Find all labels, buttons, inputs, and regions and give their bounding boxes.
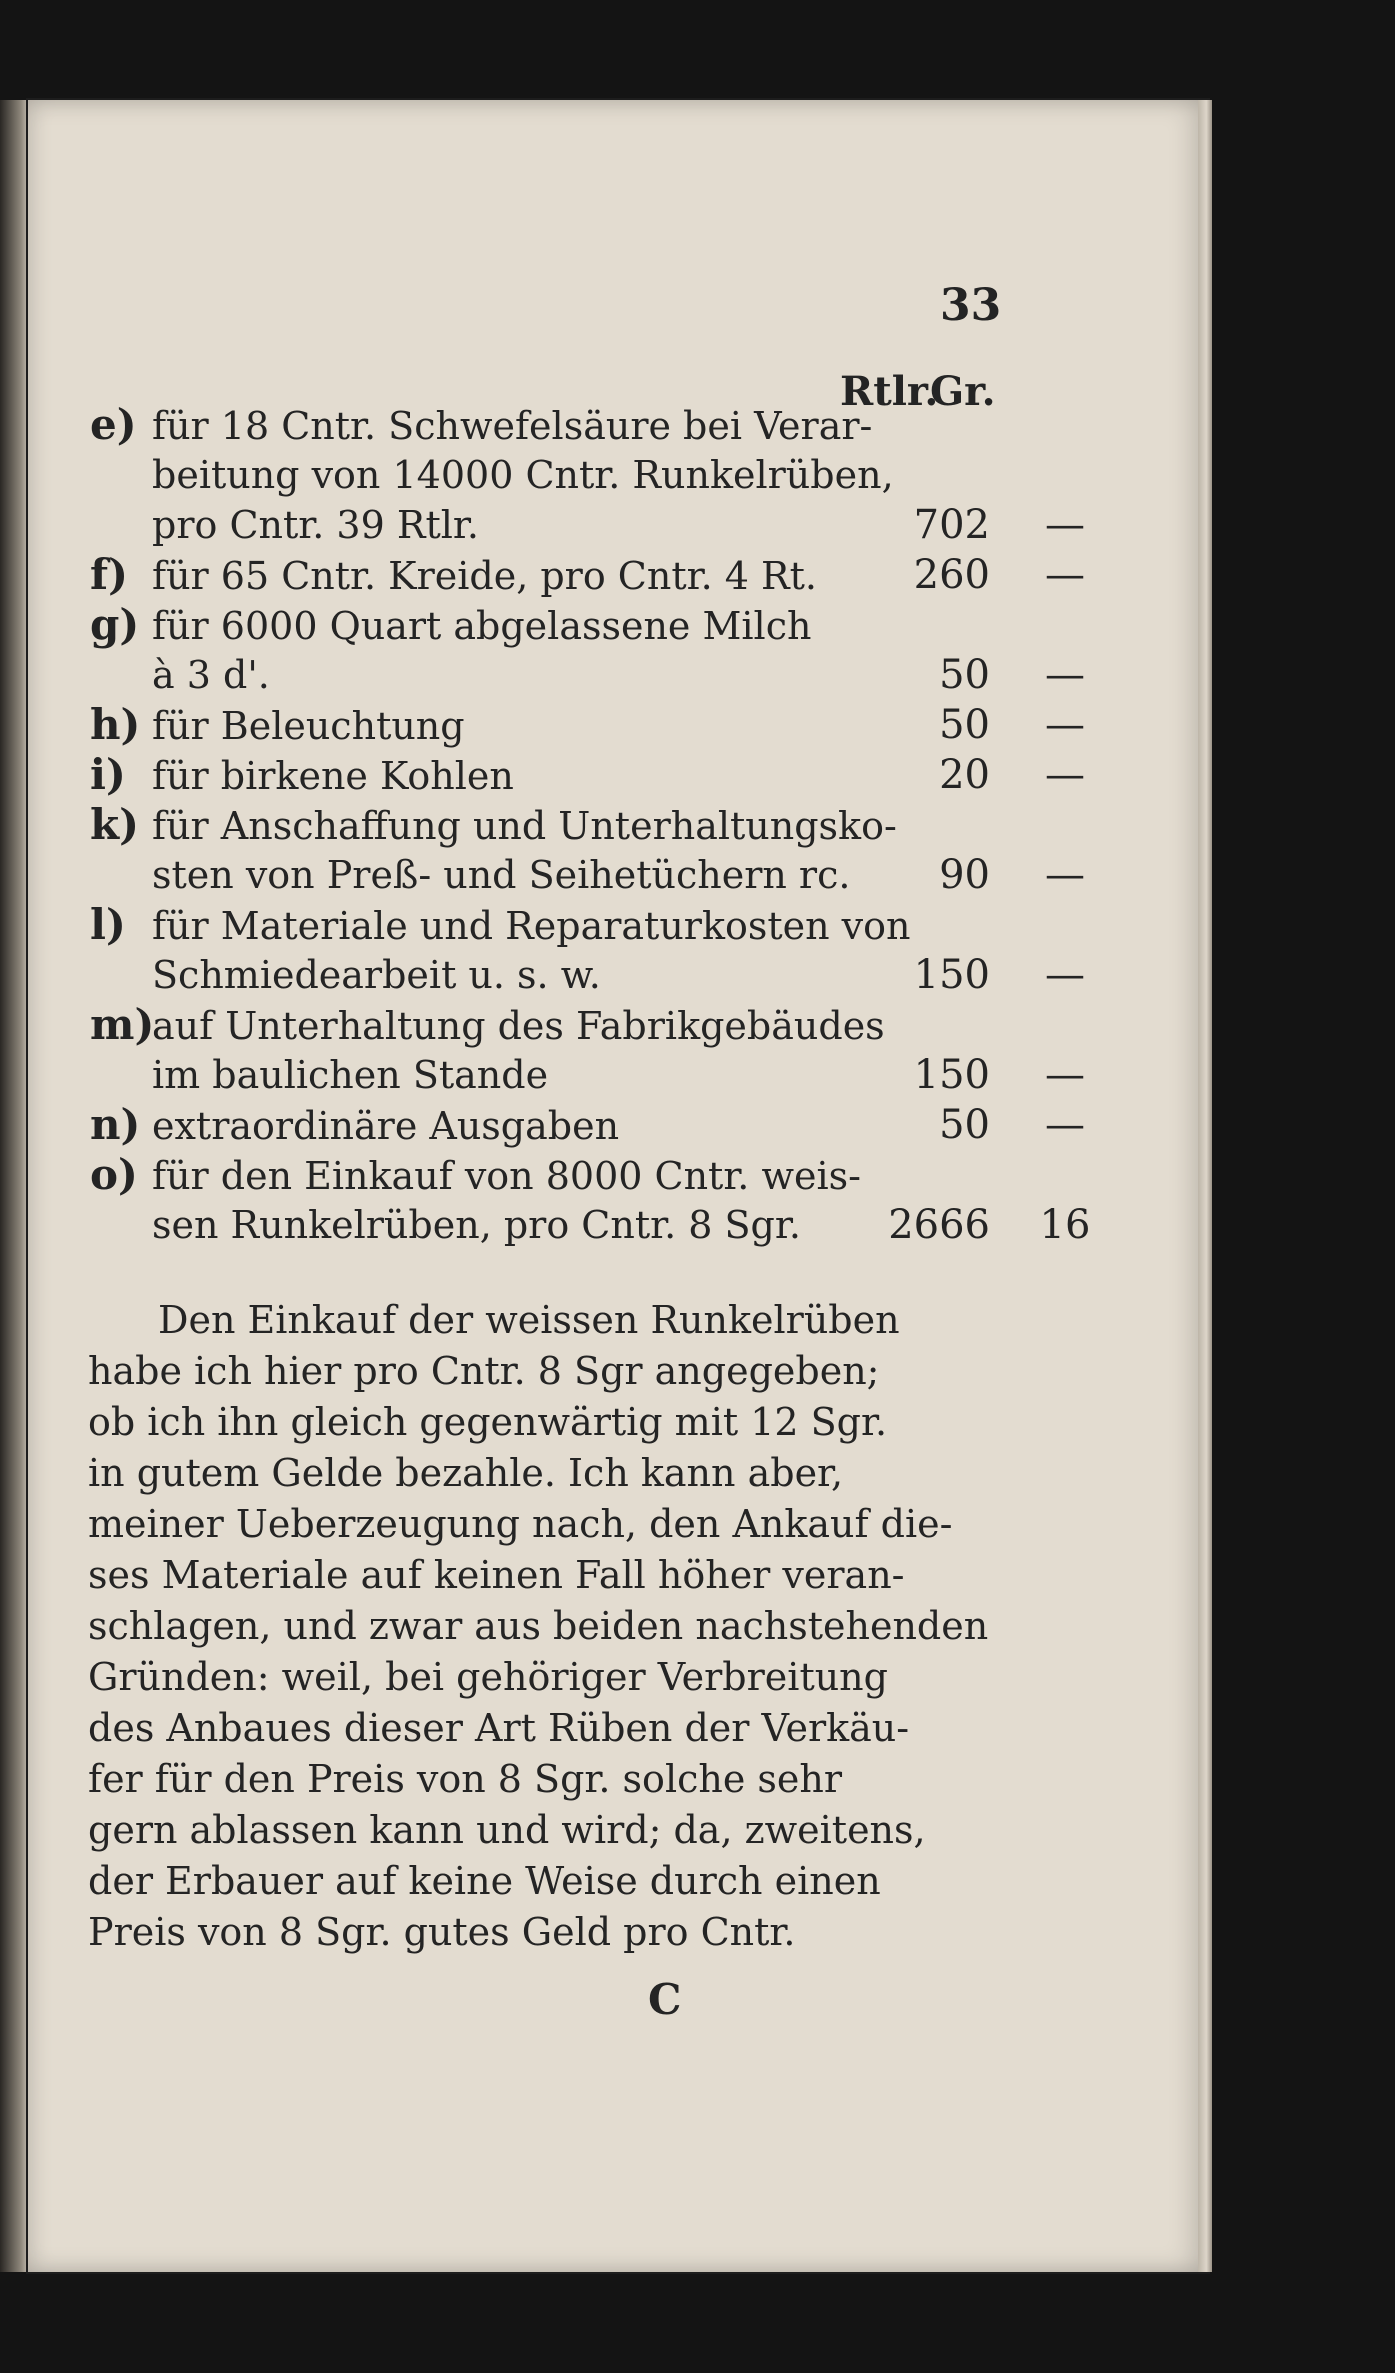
entry-text: für den Einkauf von 8000 Cntr. weis- (152, 1154, 861, 1198)
column-header-rtlr: Rtlr. (840, 368, 939, 415)
paragraph-line: Gründen: weil, bei gehöriger Verbreitung (88, 1655, 888, 1699)
entry-text: sen Runkelrüben, pro Cntr. 8 Sgr. (152, 1203, 801, 1247)
entry-groschen: — (1045, 852, 1085, 898)
entry-letter: h) (90, 700, 141, 749)
entry-letter: g) (90, 600, 140, 649)
paragraph-line: ob ich ihn gleich gegenwärtig mit 12 Sgr. (88, 1400, 888, 1444)
expense-entry (90, 1150, 1091, 1250)
entry-groschen: — (1045, 552, 1085, 598)
page-edge (1198, 100, 1212, 2272)
entry-letter: f) (90, 550, 128, 599)
expense-entry (90, 550, 1085, 600)
entry-text: für 18 Cntr. Schwefelsäure bei Verar- (152, 404, 873, 448)
entry-amount: 50 (939, 702, 990, 748)
body-paragraph (88, 1295, 989, 1958)
entry-letter: k) (90, 800, 139, 849)
entry-amount: 2666 (888, 1202, 990, 1248)
entry-groschen: 16 (1039, 1202, 1091, 1248)
expense-entry (90, 900, 1085, 1000)
entry-letter: l) (90, 900, 126, 949)
expense-entry (90, 1000, 1085, 1100)
entry-groschen: — (1045, 502, 1085, 548)
entry-text: für 6000 Quart abgelassene Milch (152, 604, 812, 648)
paragraph-line: fer für den Preis von 8 Sgr. solche sehr (88, 1757, 843, 1801)
expense-entry (90, 700, 1085, 750)
paragraph-line: Den Einkauf der weissen Runkelrüben (158, 1298, 900, 1342)
entry-amount: 50 (939, 1102, 990, 1148)
entry-text: auf Unterhaltung des Fabrikgebäudes (152, 1004, 885, 1048)
paragraph-line: meiner Ueberzeugung nach, den Ankauf die- (88, 1502, 953, 1546)
entry-letter: n) (90, 1100, 141, 1149)
entry-amount: 150 (913, 952, 990, 998)
entry-letter: o) (90, 1150, 138, 1199)
entry-letter: m) (90, 1000, 155, 1049)
page-number: 33 (940, 280, 1002, 331)
entry-amount: 150 (913, 1052, 990, 1098)
entry-amount: 50 (939, 652, 990, 698)
signature-mark: C (648, 1975, 682, 2024)
entry-groschen: — (1045, 952, 1085, 998)
entry-amount: 20 (939, 752, 990, 798)
entry-amount: 90 (939, 852, 990, 898)
expense-list (90, 400, 1091, 1250)
entry-text: extraordinäre Ausgaben (152, 1104, 620, 1148)
entry-amount: 260 (913, 552, 990, 598)
entry-groschen: — (1045, 652, 1085, 698)
book-spine (0, 100, 30, 2272)
entry-text: für 65 Cntr. Kreide, pro Cntr. 4 Rt. (152, 554, 817, 598)
entry-text: Schmiedearbeit u. s. w. (152, 953, 601, 997)
entry-groschen: — (1045, 1052, 1085, 1098)
expense-entry (90, 1100, 1085, 1150)
entry-text: für Materiale und Reparaturkosten von (152, 904, 911, 948)
paragraph-line: habe ich hier pro Cntr. 8 Sgr angegeben; (88, 1349, 880, 1393)
entry-text: pro Cntr. 39 Rtlr. (152, 503, 479, 547)
entry-text: für birkene Kohlen (152, 754, 514, 798)
entry-groschen: — (1045, 752, 1085, 798)
paragraph-line: der Erbauer auf keine Weise durch einen (88, 1859, 881, 1903)
expense-entry (90, 750, 1085, 800)
paragraph-line: gern ablassen kann und wird; da, zweitens, (88, 1808, 926, 1852)
entry-text: für Anschaffung und Unterhaltungsko- (152, 804, 897, 848)
entry-groschen: — (1045, 1102, 1085, 1148)
expense-entry (90, 800, 1085, 900)
entry-groschen: — (1045, 702, 1085, 748)
entry-text: für Beleuchtung (152, 704, 465, 748)
entry-text: beitung von 14000 Cntr. Runkelrüben, (152, 453, 894, 497)
paragraph-line: in gutem Gelde bezahle. Ich kann aber, (88, 1451, 844, 1495)
paragraph-line: schlagen, und zwar aus beiden nachstehenden (88, 1604, 989, 1648)
expense-entry (90, 600, 1085, 700)
expense-entry (90, 400, 1085, 550)
column-header-gr: Gr. (930, 368, 996, 415)
entry-text: im baulichen Stande (152, 1053, 549, 1097)
entry-text: sten von Preß- und Seihetüchern rc. (152, 853, 851, 897)
entry-text: à 3 d'. (152, 653, 270, 697)
entry-letter: e) (90, 400, 137, 449)
paragraph-line: Preis von 8 Sgr. gutes Geld pro Cntr. (88, 1910, 796, 1954)
entry-amount: 702 (913, 502, 990, 548)
paragraph-line: des Anbaues dieser Art Rüben der Verkäu- (88, 1706, 910, 1750)
paragraph-line: ses Materiale auf keinen Fall höher veran- (88, 1553, 905, 1597)
entry-letter: i) (90, 750, 126, 799)
